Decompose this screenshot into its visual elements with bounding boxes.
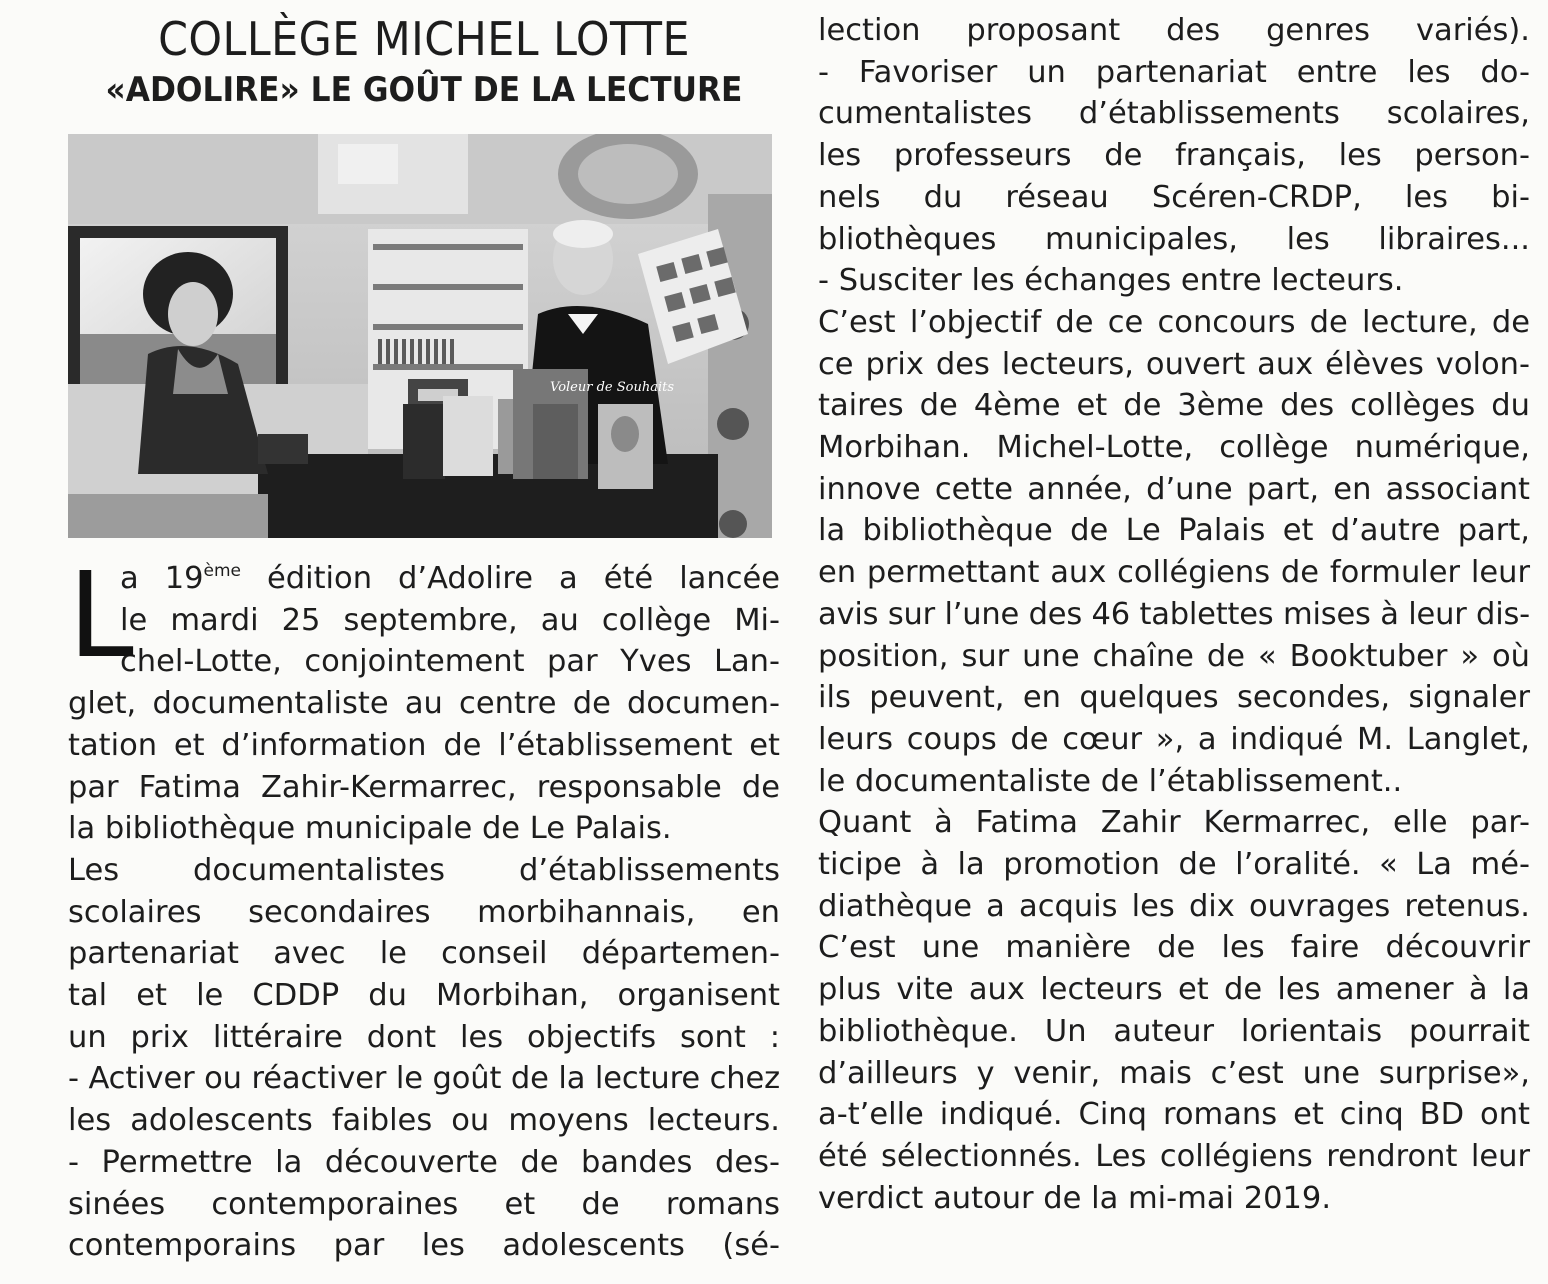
text-line: un prix littéraire dont les objectifs sont : [68,1019,780,1055]
text-line: Quant à Fatima Zahir Kermarrec, elle par- [818,805,1530,841]
text-line: Morbihan. Michel-Lotte, collège numérique, [818,430,1530,466]
text-line: cumentalistes d’établissements scolaires, [818,96,1530,132]
text-line: C’est une manière de les faire découvrir [818,930,1530,966]
text-line: - Activer ou réactiver le goût de la lecture chez [68,1061,780,1097]
text-line: innove cette année, d’une part, en associant [818,471,1530,507]
text-line: en permettant aux collégiens de formuler leur [818,555,1530,591]
article-title: COLLÈGE MICHEL LOTTE [158,12,690,66]
article-subtitle: «ADOLIRE» LE GOÛT DE LA LECTURE [105,70,743,110]
text-line: C’est l’objectif de ce concours de lecture, de [818,304,1530,340]
text-line: ils peuvent, en quelques secondes, signaler [818,680,1530,716]
text-line: plus vite aux lecteurs et de les amener à la [818,972,1530,1008]
article-photo [68,134,772,538]
text-line: diathèque a acquis les dix ouvrages retenus. [818,888,1530,924]
text-line: bliothèques municipales, les libraires... [818,221,1530,257]
text-line: partenariat avec le conseil départemen- [68,936,780,972]
text-line: bibliothèque. Un auteur lorientais pourrait [818,1013,1530,1049]
photo-illustration [68,134,772,538]
first-paragraph [68,546,780,684]
text-line: - Susciter les échanges entre lecteurs. [818,263,1404,299]
text-line: verdict autour de la mi-mai 2019. [818,1180,1332,1216]
text-line: d’ailleurs y venir, mais c’est une surprise», [818,1055,1530,1091]
text-line: tal et le CDDP du Morbihan, organisent [68,978,780,1014]
text-line: la bibliothèque municipale de Le Palais. [68,811,672,847]
text-line: été sélectionnés. Les collégiens rendront leur [818,1138,1530,1174]
text-line: avis sur l’une des 46 tablettes mises à leur dis- [818,596,1530,632]
text-line: les adolescents faibles ou moyens lecteurs. [68,1103,780,1139]
text-line: leurs coups de cœur », a indiqué M. Langlet, [818,721,1530,757]
text-line: position, sur une chaîne de « Booktuber » où [818,638,1530,674]
text-line: tation et d’information de l’établissement et [68,727,780,763]
left-column [68,10,780,1267]
text-line: taires de 4ème et de 3ème des collèges du [818,388,1530,424]
text-line: ce prix des lecteurs, ouvert aux élèves volon- [818,346,1530,382]
drop-cap: L [68,546,134,684]
text-line: ticipe à la promotion de l’oralité. « La mé- [818,847,1530,883]
text-line: a 19ème édition d’Adolire a été lancée [120,561,780,596]
book-cover-title: Voleur de Souhaits [550,380,675,395]
text-line: Les documentalistes d’établissements [68,852,780,888]
text-line: lection proposant des genres variés). [818,13,1530,48]
text-line: sinées contemporaines et de romans [68,1186,780,1222]
text-line: les professeurs de français, les person- [818,138,1530,174]
text-line: contemporains par les adolescents (sé- [68,1228,780,1264]
text-line: scolaires secondaires morbihannais, en [68,894,780,930]
text-line: nels du réseau Scéren-CRDP, les bi- [818,179,1530,215]
text-line: - Favoriser un partenariat entre les do- [818,54,1530,90]
left-article-text [68,546,780,1267]
text-line: a-t’elle indiqué. Cinq romans et cinq BD ont [818,1097,1530,1133]
right-column [818,10,1530,1219]
text-line: - Permettre la découverte de bandes des- [68,1144,780,1180]
text-line: la bibliothèque de Le Palais et d’autre part, [818,513,1530,549]
right-article-text [818,10,1530,1219]
text-line: glet, documentaliste au centre de documen- [68,686,780,722]
text-line: le mardi 25 septembre, au collège Mi- [120,602,780,638]
text-line: le documentaliste de l’établissement.. [818,763,1403,799]
text-line: chel-Lotte, conjointement par Yves Lan- [120,644,780,680]
text-line: par Fatima Zahir-Kermarrec, responsable de [68,769,780,805]
